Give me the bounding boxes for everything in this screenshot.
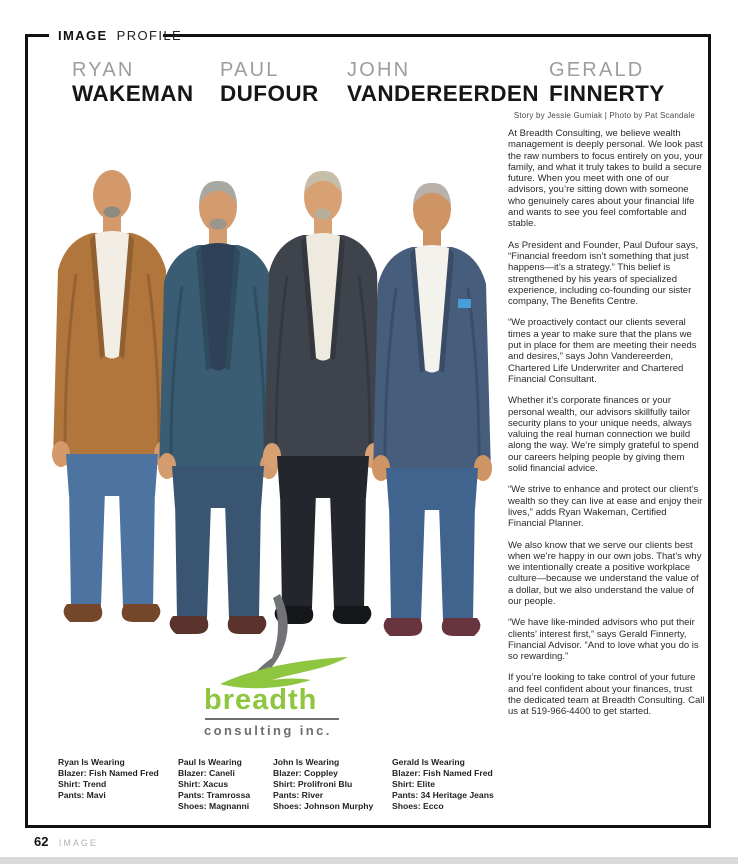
advisor-name-gerald <box>549 60 665 106</box>
wearing-item: Blazer: Caneli <box>178 768 235 778</box>
article-paragraph: “We have like-minded advisors who put their clients’ interest first,” says Gerald Finnerty, Financial Advisor. “And to love what you do is so rewarding.” <box>508 617 699 663</box>
wearing-item: Pants: Tramrossa <box>178 790 251 800</box>
wearing-item: Shirt: Trend <box>58 779 107 789</box>
wearing-item: Pants: 34 Heritage Jeans <box>392 790 494 800</box>
first-name: GERALD <box>549 59 645 81</box>
wearing-item: Pants: Mavi <box>58 790 106 800</box>
page-footer <box>34 833 98 851</box>
section-header <box>58 28 182 43</box>
figure-ryan-wakeman <box>52 169 172 622</box>
article-body <box>508 128 706 728</box>
last-name: WAKEMAN <box>72 81 194 106</box>
page-bottom-edge <box>0 857 738 864</box>
last-name: FINNERTY <box>549 81 665 106</box>
article-paragraph: “We strive to enhance and protect our client’s wealth so they can live at ease and enjoy their lives,” adds Ryan Wakeman, Certified Financial Planner. <box>508 484 703 530</box>
wearing-item: Blazer: Fish Named Fred <box>392 768 493 778</box>
wearing-title: Paul Is Wearing <box>178 757 242 767</box>
logo-rule <box>205 718 339 720</box>
logo-subtitle: consulting inc. <box>204 723 332 738</box>
section-header-rest: PROFILE <box>116 28 183 43</box>
wearing-title: John Is Wearing <box>273 757 340 767</box>
last-name: DUFOUR <box>220 81 319 106</box>
page-number: 62 <box>34 834 49 849</box>
wearing-item: Shirt: Elite <box>392 779 435 789</box>
wearing-credits-john <box>273 757 373 812</box>
wearing-item: Blazer: Coppley <box>273 768 338 778</box>
wearing-item: Pants: River <box>273 790 324 800</box>
section-header-bold: IMAGE <box>58 28 108 43</box>
article-paragraph: “We proactively contact our clients several times a year to make sure that the plans we put in place for them are meeting their needs and desires,” says John Vandereerden, Chartered Life Underwriter and Chartered Financial Consultant. <box>508 317 697 385</box>
footer-section-label: IMAGE <box>58 838 98 848</box>
article-paragraph: Whether it’s corporate finances or your personal wealth, our advisors skillfully tailor security plans to your unique needs, always valuing the real human connection we build along the way. We’re simply grateful to spend our careers helping people by giving them solid financial advice. <box>508 395 699 475</box>
story-byline: Story by Jessie Gumiak | Photo by Pat Scandale <box>513 111 695 120</box>
wearing-item: Blazer: Fish Named Fred <box>58 768 159 778</box>
figure-john-vandereerden <box>263 171 383 624</box>
frame-bottom-rule <box>25 825 711 828</box>
article-paragraph: As President and Founder, Paul Dufour says, “Financial freedom isn’t something that just happens—it’s a strategy.” This belief is strengthened by his years of specialized experience, including co-founding our sister company, The Benefits Centre. <box>508 239 699 308</box>
wearing-credits-paul <box>178 757 250 812</box>
logo-wordmark: breadth <box>204 684 318 716</box>
last-name: VANDEREERDEN <box>347 81 539 106</box>
wearing-item: Shoes: Johnson Murphy <box>273 801 374 811</box>
wearing-title: Ryan Is Wearing <box>58 757 125 767</box>
breadth-logo <box>204 592 376 738</box>
first-name: JOHN <box>347 59 411 81</box>
wearing-item: Shoes: Magnanni <box>178 801 250 811</box>
wearing-item: Shoes: Ecco <box>392 801 444 811</box>
advisor-name-paul <box>220 60 319 106</box>
first-name: PAUL <box>220 59 280 81</box>
advisor-name-john <box>347 60 539 106</box>
wearing-credits-ryan <box>58 757 159 801</box>
advisor-name-ryan <box>72 60 194 106</box>
sailboat-icon <box>214 592 374 692</box>
frame-right-rule <box>708 34 711 828</box>
wearing-item: Shirt: Prolifroni Blu <box>273 779 353 789</box>
frame-top-rule <box>163 34 711 37</box>
wearing-item: Shirt: Xacus <box>178 779 229 789</box>
figure-gerald-finnerty <box>372 183 492 636</box>
figure-paul-dufour <box>158 181 278 634</box>
wearing-title: Gerald Is Wearing <box>392 757 465 767</box>
article-paragraph: At Breadth Consulting, we believe wealth management is deeply personal. We look past the raw numbers to focus entirely on you, your family, and what it truly takes to build a secure future. When you meet with one of our advisors, you’re sitting down with someone who genuinely cares about your financial life and wants to see you feel comfortable and stable. <box>508 128 703 230</box>
frame-top-left-stub <box>25 34 49 37</box>
article-paragraph: If you’re looking to take control of your future and feel confident about your finances, trust the dedicated team at Breadth Consulting. Call us at 519-966-4400 to get started. <box>508 672 705 718</box>
frame-left-rule <box>25 34 28 828</box>
group-photo <box>40 148 500 640</box>
article-paragraph: We also know that we serve our clients best when we’re happy in our own jobs. That’s why we intentionally create a positive workplace culture—because we understand the value of a dollar, but we also understand the value of our people. <box>508 539 702 607</box>
first-name: RYAN <box>72 59 135 81</box>
wearing-credits-gerald <box>392 757 494 812</box>
